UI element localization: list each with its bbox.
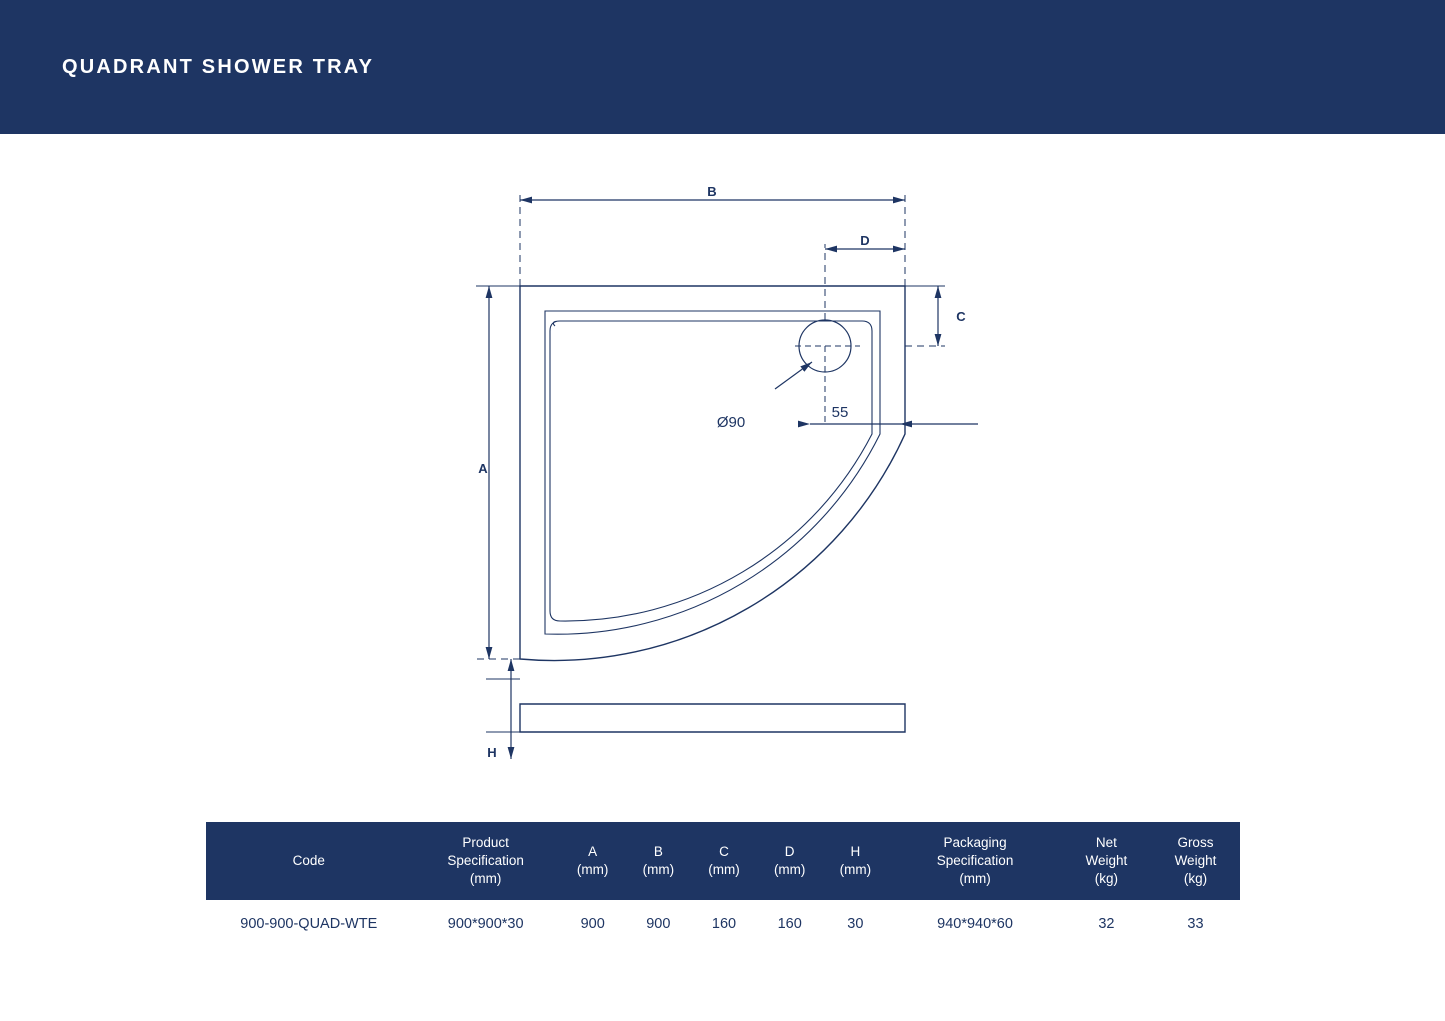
- header-code: Code: [206, 822, 412, 900]
- header-d: D (mm): [757, 822, 823, 900]
- page-title: QUADRANT SHOWER TRAY: [62, 56, 375, 78]
- cell-packaging-specification: 940*940*60: [888, 900, 1062, 950]
- cell-c: 160: [691, 900, 757, 950]
- technical-drawing: [0, 134, 1445, 814]
- tray-inner-rim-1: [545, 311, 880, 634]
- cell-d: 160: [757, 900, 823, 950]
- header-h: H (mm): [823, 822, 889, 900]
- cell-code: 900-900-QUAD-WTE: [206, 900, 412, 950]
- header-product-specification: Product Specification (mm): [412, 822, 560, 900]
- tray-outline: [520, 286, 905, 661]
- dim-label-c: C: [956, 309, 966, 324]
- dim-label-b: B: [707, 184, 717, 199]
- header-gross-weight: Gross Weight (kg): [1151, 822, 1240, 900]
- header-packaging-specification: Packaging Specification (mm): [888, 822, 1062, 900]
- cell-h: 30: [823, 900, 889, 950]
- cell-net-weight: 32: [1062, 900, 1151, 950]
- cell-a: 900: [560, 900, 626, 950]
- dim-label-h: H: [487, 745, 497, 760]
- dim-label-d: D: [860, 233, 870, 248]
- header-a: A (mm): [560, 822, 626, 900]
- cell-b: 900: [626, 900, 692, 950]
- cell-product-specification: 900*900*30: [412, 900, 560, 950]
- header-c: C (mm): [691, 822, 757, 900]
- tray-diagram-svg: [0, 134, 1445, 814]
- header-net-weight: Net Weight (kg): [1062, 822, 1151, 900]
- header-b: B (mm): [626, 822, 692, 900]
- header-bar: [0, 0, 1445, 134]
- tray-basin: [550, 321, 872, 621]
- specification-table: [206, 822, 1240, 950]
- tray-side-view: [520, 704, 905, 732]
- table-row: [206, 900, 1240, 950]
- dim-label-a: A: [478, 461, 488, 476]
- drain-diameter-label: Ø90: [716, 414, 746, 431]
- cell-gross-weight: 33: [1151, 900, 1240, 950]
- drain-offset-label: 55: [831, 404, 849, 421]
- table-header-row: [206, 822, 1240, 900]
